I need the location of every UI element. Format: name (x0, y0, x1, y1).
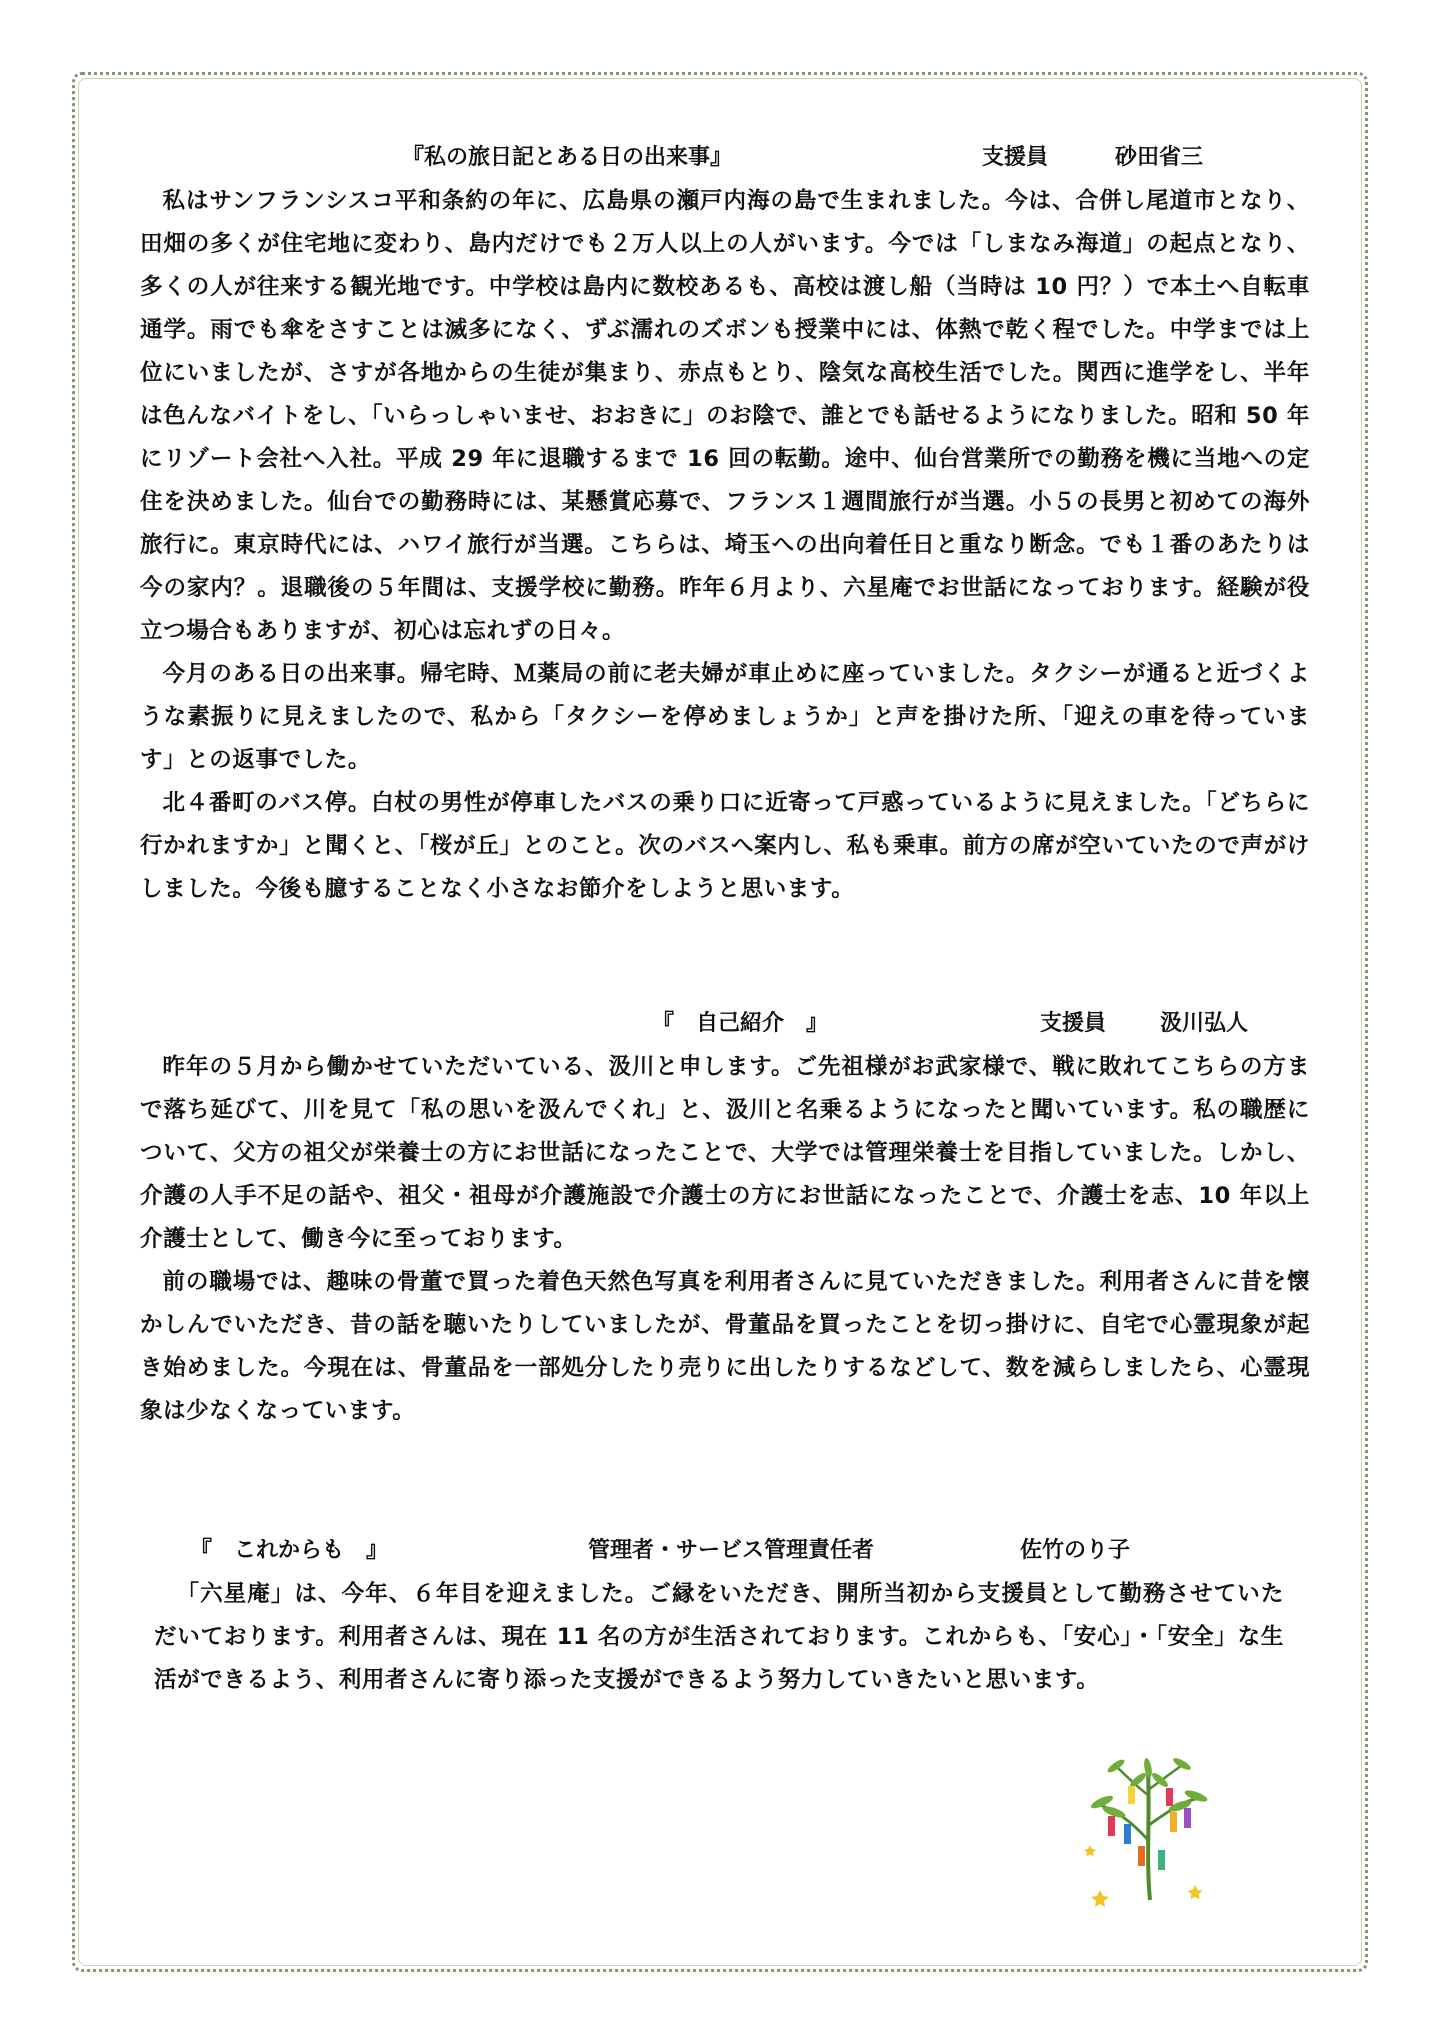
author-name: 砂田省三 (1115, 145, 1204, 170)
paragraph: 「六星庵」は、今年、６年目を迎えました。ご縁をいただき、開所当初から支援員として勤務させていただいております。利用者さんは、現在 11 名の方が生活されております。これからも、「安心」・「安全」な生活ができるよう、利用者さんに寄り添った支援ができるよう努力していきたいと思います。 (154, 1581, 1284, 1693)
author-role: 支援員 (1040, 1011, 1107, 1036)
section-self-introduction (140, 1006, 1310, 1433)
section-title: 『私の旅日記とある日の出来事』 (402, 145, 733, 170)
section-title: 『 これからも 』 (190, 1538, 389, 1563)
paragraph: 私はサンフランシスコ平和条約の年に、広島県の瀬戸内海の島で生まれました。今は、合併し尾道市となり、田畑の多くが住宅地に変わり、島内だけでも２万人以上の人がいます。今では「しまなみ海道」の起点となり、多くの人が往来する観光地です。中学校は島内に数校あるも、高校は渡し船（当時は 10 円？）で本土へ自転車通学。雨でも傘をさすことは滅多になく、ずぶ濡れのズボンも授業中には、体熱で乾く程でした。中学までは上位にいましたが、さすが各地からの生徒が集まり、赤点もとり、陰気な高校生活でした。関西に進学をし、半年は色んなバイトをし、「いらっしゃいませ、おおきに」のお陰で、誰とでも話せるようになりました。昭和 50 年にリゾート会社へ入社。平成 29 年に退職するまで 16 回の転勤。途中、仙台営業所での勤務を機に当地への定住を決めました。仙台での勤務時には、某懸賞応募で、フランス１週間旅行が当選。小５の長男と初めての海外旅行に。東京時代には、ハワイ旅行が当選。こちらは、埼玉への出向着任日と重なり断念。でも１番のあたりは今の家内？。退職後の５年間は、支援学校に勤務。昨年６月より、六星庵でお世話になっております。経験が役立つ場合もありますが、初心は忘れずの日々。 (140, 188, 1310, 644)
author-name: 佐竹のり子 (1020, 1538, 1131, 1563)
author-role: 管理者・サービス管理責任者 (588, 1538, 875, 1563)
author-name: 汲川弘人 (1160, 1011, 1249, 1036)
section-title: 『 自己紹介 』 (652, 1011, 829, 1036)
tanabata-bamboo-icon (1080, 1750, 1220, 1910)
section-header (140, 1006, 1310, 1046)
paragraph: 前の職場では、趣味の骨董で買った着色天然色写真を利用者さんに見ていただきました。利用者さんに昔を懐かしんでいただき、昔の話を聴いたりしていましたが、骨董品を買ったことを切っ掛けに、自宅で心霊現象が起き始めました。今現在は、骨董品を一部処分したり売りに出したりするなどして、数を減らしましたら、心霊現象は少なくなっています。 (140, 1269, 1310, 1424)
section-header (140, 140, 1310, 180)
paragraph: 昨年の５月から働かせていただいている、汲川と申します。ご先祖様がお武家様で、戦に敗れてこちらの方まで落ち延びて、川を見て「私の思いを汲んでくれ」と、汲川と名乗るようになったと聞いています。私の職歴について、父方の祖父が栄養士の方にお世話になったことで、大学では管理栄養士を目指していました。しかし、介護の人手不足の話や、祖父・祖母が介護施設で介護士の方にお世話になったことで、介護士を志、10 年以上介護士として、働き今に至っております。 (140, 1054, 1310, 1252)
section-travel-diary (140, 140, 1310, 911)
author-role: 支援員 (982, 145, 1049, 170)
paragraph: 今月のある日の出来事。帰宅時、Ｍ薬局の前に老夫婦が車止めに座っていました。タクシーが通ると近づくような素振りに見えましたので、私から「タクシーを停めましょうか」と声を掛けた所、「迎えの車を待っています」との返事でした。 (140, 661, 1310, 773)
section-header (140, 1533, 1310, 1573)
newsletter-page (140, 140, 1310, 1702)
section-from-now-on (140, 1533, 1310, 1702)
paragraph: 北４番町のバス停。白杖の男性が停車したバスの乗り口に近寄って戸惑っているように見えました。「どちらに行かれますか」と聞くと、「桜が丘」とのこと。次のバスへ案内し、私も乗車。前方の席が空いていたので声がけしました。今後も臆することなく小さなお節介をしようと思います。 (140, 790, 1310, 902)
